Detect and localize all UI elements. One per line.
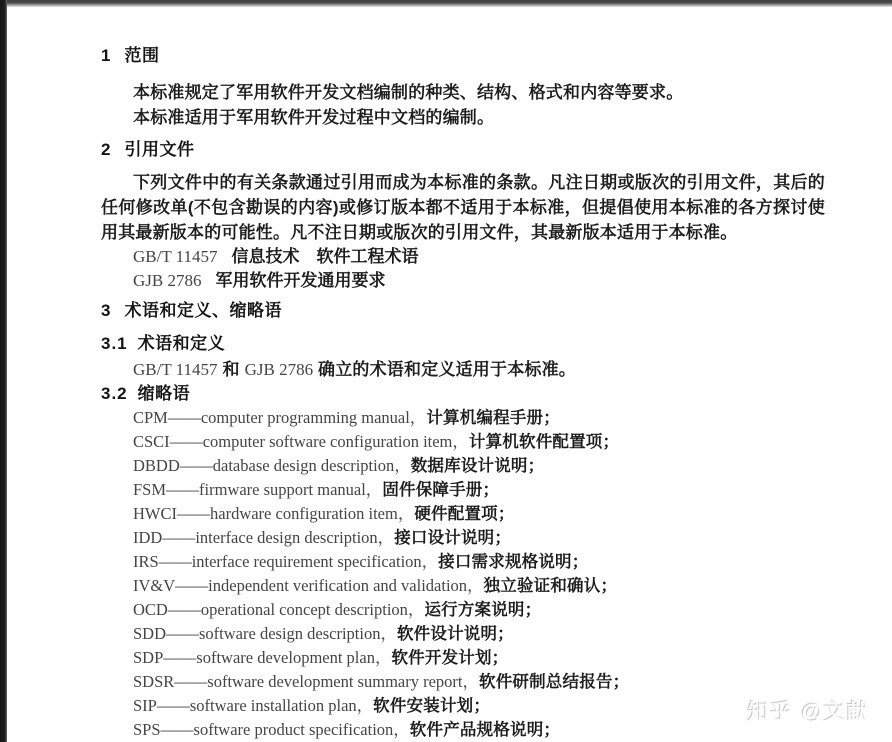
abbr-english: ——software development plan， bbox=[163, 648, 392, 667]
abbr-english: ——interface requirement specification， bbox=[158, 552, 439, 571]
abbr-code: FSM bbox=[133, 480, 167, 499]
abbr-code: HWCI bbox=[133, 504, 177, 523]
standard-code: GJB 2786 bbox=[244, 360, 314, 379]
abbr-code: SPS bbox=[133, 720, 161, 739]
abbr-code: IV&V bbox=[133, 576, 176, 595]
abbr-chinese: 软件产品规格说明； bbox=[409, 721, 561, 739]
abbr-english: ——database design description， bbox=[179, 456, 411, 475]
document-content bbox=[101, 0, 825, 742]
zhihu-watermark: 知乎 @文献 bbox=[747, 701, 870, 724]
abbr-english: ——firmware support manual， bbox=[166, 480, 383, 499]
abbreviation-item-cpm bbox=[101, 406, 825, 430]
section-title: 范围 bbox=[124, 46, 160, 65]
abbr-chinese: 软件研制总结报告； bbox=[479, 673, 630, 691]
section-number: 3.1 bbox=[101, 334, 128, 353]
abbr-chinese: 软件设计说明； bbox=[396, 625, 514, 643]
abbreviation-item-sps bbox=[101, 718, 825, 742]
abbr-english: ——independent verification and validation， bbox=[175, 576, 484, 595]
abbr-code: IRS bbox=[133, 552, 159, 571]
abbr-english: ——software development summary report， bbox=[174, 672, 479, 691]
abbreviation-item-irs bbox=[101, 550, 825, 574]
section-title: 引用文件 bbox=[124, 140, 195, 159]
section-1-paragraph-2: 本标准适用于军用软件开发过程中文档的编制。 bbox=[133, 108, 495, 127]
section-2-heading bbox=[101, 140, 825, 160]
section-3-1-heading bbox=[101, 334, 825, 354]
section-2-paragraph: 下列文件中的有关条款通过引用而成为本标准的条款。凡注日期或版次的引用文件，其后的任何修改单(不包含勘误的内容)或修订版本都不适用于本标准，但提倡使用本标准的各方探讨使用其最新版本的可能性。凡不注日期或版次的引用文件，其最新版本适用于本标准。 bbox=[101, 173, 825, 242]
abbr-chinese: 硬件配置项； bbox=[414, 505, 515, 523]
abbr-chinese: 运行方案说明； bbox=[424, 601, 542, 619]
reference-item bbox=[101, 245, 825, 269]
abbreviation-list bbox=[101, 406, 825, 742]
abbr-code: CSCI bbox=[133, 432, 170, 451]
abbr-code: CPM bbox=[133, 408, 168, 427]
abbr-chinese: 固件保障手册； bbox=[382, 481, 500, 499]
section-3-2-heading bbox=[101, 384, 825, 404]
section-title: 术语和定义、缩略语 bbox=[124, 301, 282, 320]
abbr-code: SDSR bbox=[133, 672, 175, 691]
abbr-code: SDD bbox=[133, 624, 167, 643]
section-number: 3.2 bbox=[101, 384, 128, 403]
standard-code: GB/T 11457 bbox=[133, 360, 218, 379]
abbreviation-item-ocd bbox=[101, 598, 825, 622]
abbreviation-item-sdp bbox=[101, 646, 825, 670]
section-3-1-paragraph: GB/T 11457 和 GJB 2786 确立的术语和定义适用于本标准。 bbox=[133, 360, 577, 379]
abbr-english: ——computer software configuration item， bbox=[169, 432, 469, 451]
reference-code: GJB 2786 bbox=[133, 271, 202, 290]
abbr-chinese: 数据库设计说明； bbox=[410, 457, 545, 475]
section-1-heading bbox=[101, 46, 825, 66]
abbreviation-item-sdsr bbox=[101, 670, 825, 694]
section-1-paragraph-1: 本标准规定了军用软件开发文档编制的种类、结构、格式和内容等要求。 bbox=[133, 83, 684, 102]
abbreviation-item-idd bbox=[101, 526, 825, 550]
scan-left-edge bbox=[0, 0, 7, 742]
abbr-code: IDD bbox=[133, 528, 163, 547]
abbr-chinese: 独立验证和确认； bbox=[483, 577, 618, 595]
abbr-english: ——operational concept description， bbox=[167, 600, 425, 619]
abbr-chinese: 计算机软件配置项； bbox=[468, 433, 620, 451]
abbr-code: SDP bbox=[133, 648, 164, 667]
abbr-english: ——interface design description， bbox=[162, 528, 395, 547]
abbr-code: OCD bbox=[133, 600, 168, 619]
abbr-code: DBDD bbox=[133, 456, 180, 475]
section-title: 术语和定义 bbox=[137, 334, 226, 353]
reference-item bbox=[101, 269, 825, 293]
section-title: 缩略语 bbox=[137, 384, 191, 403]
abbreviation-item-csci bbox=[101, 430, 825, 454]
abbreviation-item-ivv bbox=[101, 574, 825, 598]
reference-code: GB/T 11457 bbox=[133, 247, 218, 266]
abbr-chinese: 软件开发计划； bbox=[391, 649, 509, 667]
reference-name: 军用软件开发通用要求 bbox=[215, 271, 386, 290]
reference-name: 信息技术 软件工程术语 bbox=[231, 247, 419, 266]
abbreviation-item-sip bbox=[101, 694, 825, 718]
abbr-chinese: 计算机编程手册； bbox=[426, 409, 560, 427]
section-number: 1 bbox=[101, 46, 112, 65]
abbreviation-item-dbdd bbox=[101, 454, 825, 478]
abbr-english: ——software product specification， bbox=[160, 720, 410, 739]
abbr-english: ——software installation plan， bbox=[156, 696, 374, 715]
abbr-english: ——software design description， bbox=[166, 624, 397, 643]
abbr-chinese: 接口设计说明； bbox=[394, 529, 512, 547]
abbreviation-item-hwci bbox=[101, 502, 825, 526]
abbr-english: ——hardware configuration item， bbox=[177, 504, 415, 523]
abbr-chinese: 软件安装计划； bbox=[373, 697, 491, 715]
abbreviation-item-fsm bbox=[101, 478, 825, 502]
section-3-heading bbox=[101, 301, 825, 321]
section-number: 2 bbox=[101, 140, 112, 159]
section-number: 3 bbox=[101, 301, 112, 320]
abbr-code: SIP bbox=[133, 696, 157, 715]
abbr-chinese: 接口需求规格说明； bbox=[438, 553, 589, 571]
abbreviation-item-sdd bbox=[101, 622, 825, 646]
abbr-english: ——computer programming manual， bbox=[167, 408, 427, 427]
